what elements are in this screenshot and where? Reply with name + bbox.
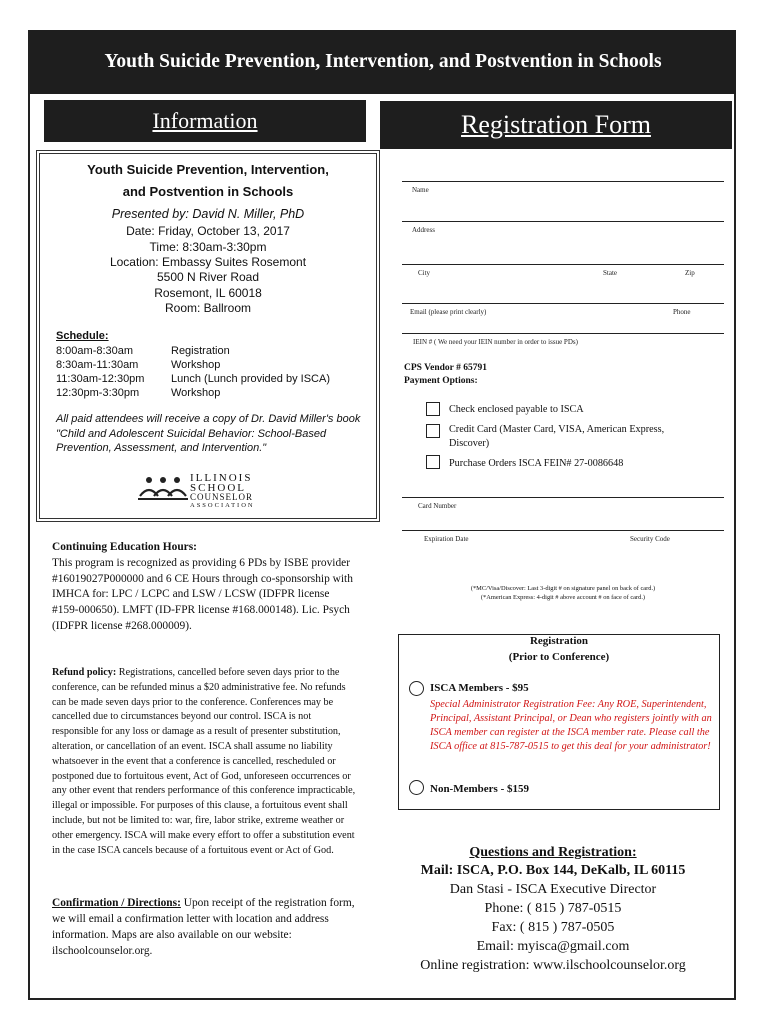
event-address2: Rosemont, IL 60018	[154, 286, 262, 300]
contact-online-registration[interactable]: Online registration: www.ilschoolcounselor.org	[420, 958, 686, 973]
zip-label: Zip	[685, 269, 695, 277]
member-radio[interactable]	[409, 681, 424, 696]
name-label: Name	[412, 186, 429, 194]
schedule-activity: Workshop	[171, 387, 221, 399]
logo-line3: COUNSELOR	[190, 492, 254, 502]
event-title-line1: Youth Suicide Prevention, Intervention,	[87, 162, 329, 177]
security-code-label: Security Code	[630, 535, 670, 543]
card-number-label: Card Number	[418, 502, 457, 510]
information-heading: Information	[44, 100, 366, 142]
contact-heading: Questions and Registration:	[469, 845, 637, 860]
logo-line2: SCHOOL	[190, 482, 247, 494]
name-line[interactable]	[402, 181, 724, 182]
purchase-order-option-label: Purchase Orders ISCA FEIN# 27-0086648	[449, 458, 624, 469]
event-title-line2: and Postvention in Schools	[122, 184, 294, 199]
schedule-activity: Lunch (Lunch provided by ISCA)	[171, 373, 330, 385]
schedule-time: 12:30pm-3:30pm	[56, 387, 140, 399]
contact-mail: Mail: ISCA, P.O. Box 144, DeKalb, IL 60115	[420, 863, 686, 878]
member-option-label: ISCA Members - $95	[430, 682, 529, 694]
email-phone-line[interactable]	[402, 303, 724, 304]
event-presenter: Presented by: David N. Miller, PhD	[111, 207, 305, 221]
purchase-order-checkbox[interactable]	[426, 455, 440, 469]
schedule-activity: Registration	[171, 345, 230, 357]
schedule-time: 8:30am-11:30am	[56, 359, 139, 371]
contact-director: Dan Stasi - ISCA Executive Director	[449, 882, 657, 897]
cps-vendor: CPS Vendor # 65791	[404, 363, 487, 373]
address-label: Address	[412, 226, 435, 234]
page-title: Youth Suicide Prevention, Intervention, and Postvention in Schools	[30, 30, 736, 94]
city-state-zip-line[interactable]	[402, 264, 724, 265]
city-label: City	[418, 269, 431, 277]
event-date: Date: Friday, October 13, 2017	[126, 224, 290, 238]
nonmember-radio[interactable]	[409, 780, 424, 795]
card-note-1: (*MC/Visa/Discover: Last 3-digit # on signature panel on back of card.)	[470, 585, 656, 592]
credit-card-option-label: Credit Card (Master Card, VISA, American Express, Discover)	[449, 424, 665, 449]
registration-subheading: (Prior to Conference)	[508, 651, 610, 663]
check-checkbox[interactable]	[426, 402, 440, 416]
schedule-time: 11:30am-12:30pm	[56, 373, 145, 385]
card-note-2: (*American Express: 4-digit # above account # on face of card.)	[480, 594, 646, 601]
contact-phone: Phone: ( 815 ) 787-0515	[484, 901, 622, 916]
registration-heading: Registration	[529, 635, 589, 647]
state-label: State	[603, 269, 617, 277]
card-number-line[interactable]	[402, 497, 724, 498]
schedule-activity: Workshop	[171, 359, 221, 371]
continuing-education	[52, 540, 358, 635]
event-address1: 5500 N River Road	[156, 270, 260, 284]
check-option-label: Check enclosed payable to ISCA	[449, 404, 584, 415]
contact-fax: Fax: ( 815 ) 787-0505	[491, 920, 615, 935]
email-label: Email (please print clearly)	[410, 308, 487, 316]
event-room: Room: Ballroom	[164, 301, 252, 315]
phone-label: Phone	[673, 308, 691, 316]
special-fee-note: Special Administrator Registration Fee: Any ROE, Superintendent, Principal, Assistant Principal, or Dean who registers jointly with an ISCA member can register at the ISCA member rate. Please call the ISCA office at 815-787-0515 to get this deal for your administrator!	[430, 699, 712, 752]
refund-heading: Refund policy:	[52, 667, 117, 678]
nonmember-option-label: Non-Members - $159	[430, 783, 529, 795]
confirmation-directions	[52, 895, 358, 959]
refund-text: Registrations, cancelled before seven days prior to the conference, can be refunded minus a $20 administrative fee. No refunds can be made seven days prior to the conference. Conferences may be cancelled due to circumstances beyond our control. ISCA is not responsible for any loss or damage as a result of presenter substitution, alteration, or cancellation of an event. ISCA shall assume no liability whatsoever in the event that a conference is cancelled, rescheduled or postponed due to fortuitous event, Act of God, unforeseen occurrences or any other event that renders performance of this conference impracticable, illegal or impossible. For purposes of this clause, a fortuitous event shall include, but not be limited to: war, fire, labor strike, extreme weather or other emergency. ISCA will make every effort to offer a substitution event in the case ISCA cancels because of a fortuitous event or Act of God.	[52, 667, 356, 856]
confirmation-text: Upon receipt of the registration form, we will email a confirmation letter with location and address information. Maps are also available on our website: ilschoolcounselor.org.	[52, 897, 355, 957]
schedule-time: 8:00am-8:30am	[56, 345, 134, 357]
contact-email[interactable]: Email: myisca@gmail.com	[476, 939, 630, 954]
schedule-row	[56, 387, 221, 399]
registration-form-heading: Registration Form	[380, 101, 732, 149]
logo-line1: ILLINOIS	[190, 472, 253, 484]
event-location: Location: Embassy Suites Rosemont	[109, 255, 307, 269]
credit-card-checkbox[interactable]	[426, 424, 440, 438]
schedule-heading: Schedule:	[56, 330, 109, 342]
schedule-row	[56, 359, 221, 371]
expiration-security-line[interactable]	[402, 530, 724, 531]
address-line[interactable]	[402, 221, 724, 222]
event-time: Time: 8:30am-3:30pm	[149, 240, 267, 254]
confirmation-heading: Confirmation / Directions:	[52, 897, 181, 909]
refund-policy	[52, 666, 358, 858]
book-note: All paid attendees will receive a copy of Dr. David Miller's book "Child and Adolescent Suicidal Behavior: School-Based Prevention, Assessment, and Intervention."	[56, 413, 361, 454]
payment-heading: Payment Options:	[404, 376, 478, 386]
ce-text: This program is recognized as providing 6 PDs by ISBE provider #16019027P000000 and 6 CE Hours through co-sponsorship with IMHCA for: LPC / LCPC and LSW / LCSW (IDFPR license #159-000650). LMFT (ID-FPR license #168.000148). Lic. Psych (IDFPR license #268.000009).	[52, 556, 353, 632]
iein-line[interactable]	[402, 333, 724, 334]
logo-line4: ASSOCIATION	[190, 502, 255, 509]
ce-heading: Continuing Education Hours:	[52, 541, 197, 553]
schedule-row	[56, 345, 230, 357]
schedule-row	[56, 373, 330, 385]
iein-label: IEIN # ( We need your IEIN number in order to issue PDs)	[413, 338, 578, 346]
expiration-label: Expiration Date	[424, 535, 469, 543]
